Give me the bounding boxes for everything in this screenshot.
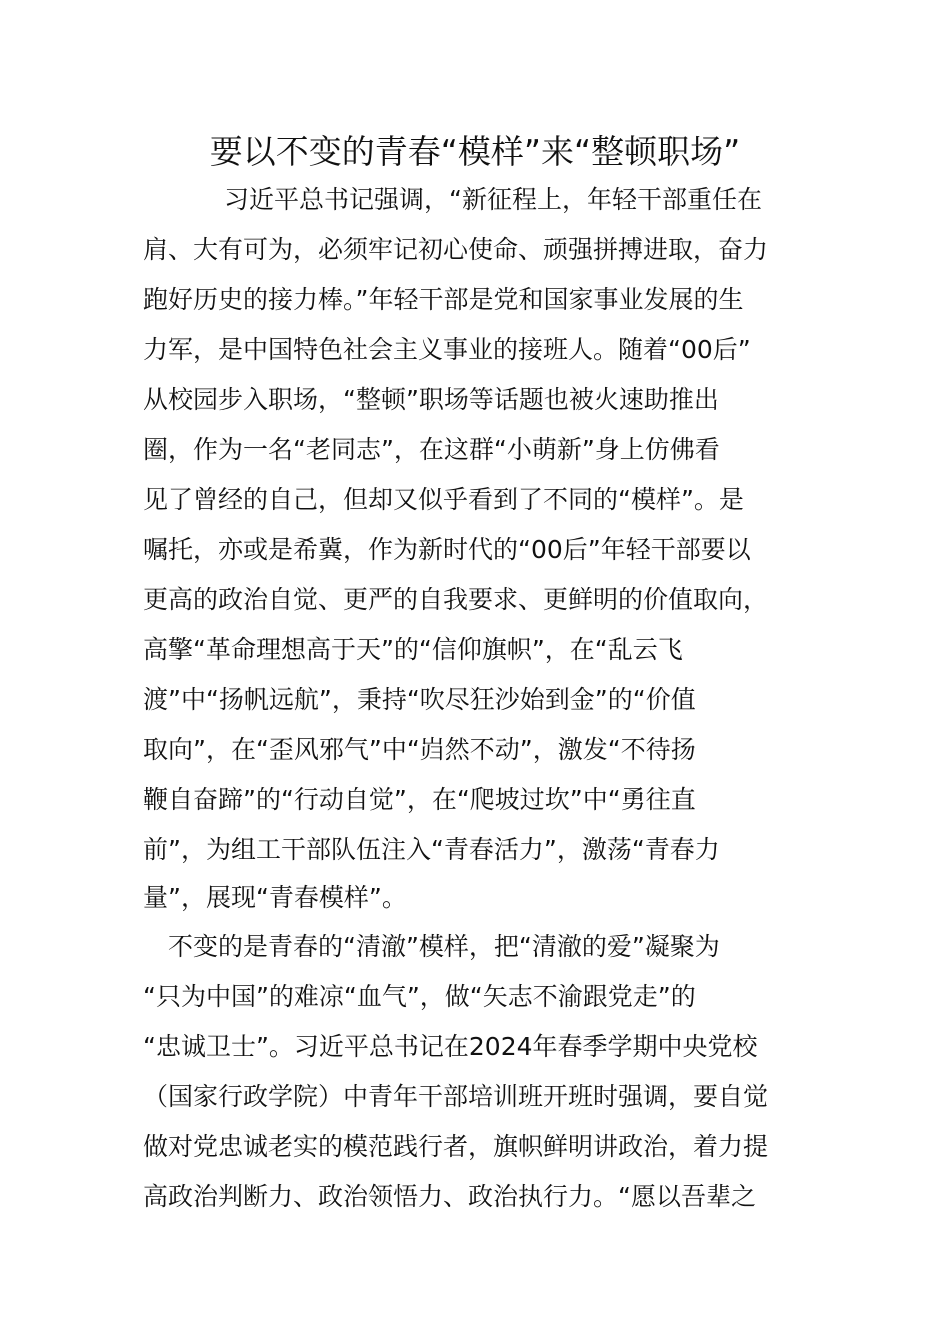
paragraph-1-line-12: 取向”，在“歪风邪气”中“岿然不动”，激发“不待扬 <box>143 735 696 764</box>
paragraph-2-line-6: 高政治判断力、政治领悟力、政治执行力。“愿以吾辈之 <box>143 1182 756 1211</box>
paragraph-1-line-3: 跑好历史的接力棒。”年轻干部是党和国家事业发展的生 <box>143 285 744 314</box>
paragraph-1-line-9: 更高的政治自觉、更严的自我要求、更鲜明的价值取向， <box>143 585 769 614</box>
paragraph-1-line-8: 嘱托，亦或是希冀，作为新时代的“00后”年轻干部要以 <box>143 535 751 564</box>
paragraph-1-line-6: 圈，作为一名“老同志”，在这群“小萌新”身上仿佛看 <box>143 435 720 464</box>
paragraph-1-line-4: 力军，是中国特色社会主义事业的接班人。随着“00后” <box>143 335 751 364</box>
paragraph-1-line-5: 从校园步入职场，“整顿”职场等话题也被火速助推出 <box>143 385 719 414</box>
paragraph-2-line-1: 不变的是青春的“清澈”模样，把“清澈的爱”凝聚为 <box>168 932 720 961</box>
paragraph-2-line-5: 做对党忠诚老实的模范践行者，旗帜鲜明讲政治，着力提 <box>143 1132 769 1161</box>
paragraph-1-line-2: 肩、大有可为，必须牢记初心使命、顽强拼搏进取，奋力 <box>143 235 769 264</box>
paragraph-1-line-11: 渡”中“扬帆远航”，秉持“吹尽狂沙始到金”的“价值 <box>143 685 696 714</box>
document-title: 要以不变的青春“模样”来“整顿职场” <box>209 132 741 171</box>
paragraph-1-line-1: 习近平总书记强调，“新征程上，年轻干部重任在 <box>224 185 762 214</box>
paragraph-1-line-15: 量”，展现“青春模样”。 <box>143 883 407 912</box>
paragraph-2-line-2: “只为中国”的难凉“血气”，做“矢志不渝跟党走”的 <box>143 982 696 1011</box>
paragraph-2-line-4: （国家行政学院）中青年干部培训班开班时强调，要自觉 <box>143 1082 769 1111</box>
paragraph-1-line-13: 鞭自奋蹄”的“行动自觉”，在“爬坡过坎”中“勇往直 <box>143 785 696 814</box>
paragraph-2-line-3: “忠诚卫士”。习近平总书记在2024年春季学期中央党校 <box>143 1032 758 1061</box>
paragraph-1-line-10: 高擎“革命理想高于天”的“信仰旗帜”，在“乱云飞 <box>143 635 683 664</box>
paragraph-1-line-7: 见了曾经的自己，但却又似乎看到了不同的“模样”。是 <box>143 485 744 514</box>
paragraph-1-line-14: 前”，为组工干部队伍注入“青春活力”，激荡“青春力 <box>143 835 720 864</box>
